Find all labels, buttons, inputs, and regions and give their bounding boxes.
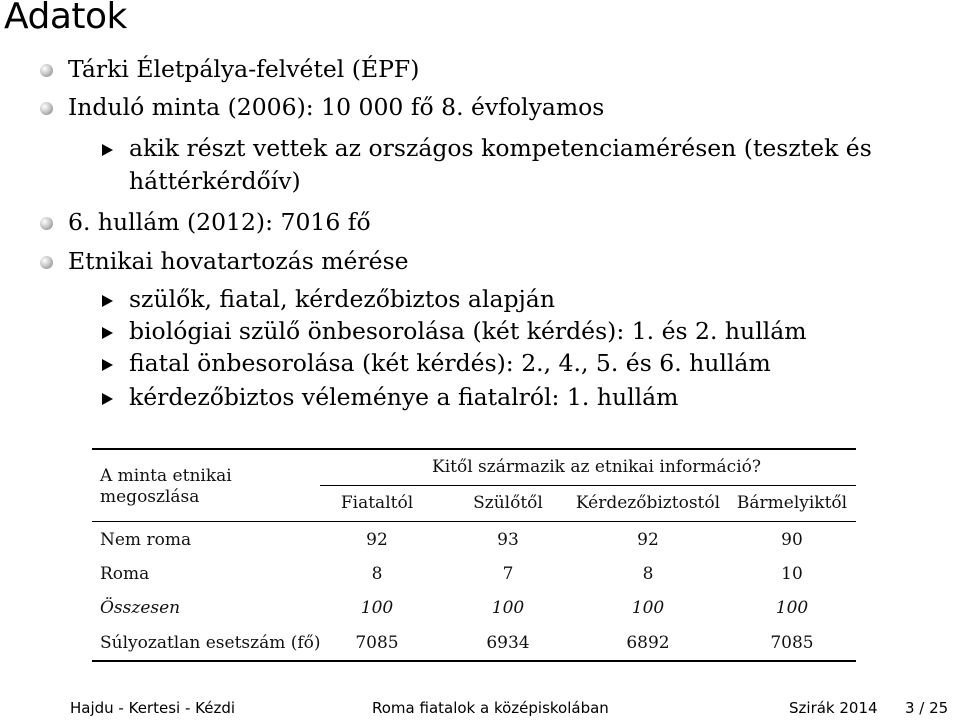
bullet-triangle-icon bbox=[102, 295, 113, 307]
table-cell: 100 bbox=[491, 598, 525, 618]
bullet-triangle-icon bbox=[102, 359, 113, 371]
table-group-header: Kitől származik az etnikai információ? bbox=[432, 457, 761, 477]
ethnic-distribution-table bbox=[92, 448, 856, 662]
slide-title: Adatok bbox=[4, 0, 127, 37]
sub-list-item: szülők, fiatal, kérdezőbiztos alapján bbox=[129, 285, 555, 313]
list-item: 6. hullám (2012): 7016 fő bbox=[68, 208, 371, 236]
table-row-label: Roma bbox=[100, 564, 150, 584]
table-corner-label: megoszlása bbox=[100, 487, 200, 507]
bullet-ball-icon bbox=[40, 102, 53, 115]
table-column-header: Bármelyiktől bbox=[736, 493, 848, 513]
sub-list-item: kérdezőbiztos véleménye a fiatalról: 1. hullám bbox=[129, 383, 679, 411]
table-cell: 10 bbox=[781, 564, 803, 584]
list-item: Induló minta (2006): 10 000 fő 8. évfolyamos bbox=[68, 93, 605, 121]
table-header-rule bbox=[92, 521, 856, 522]
table-cell: 92 bbox=[637, 530, 659, 550]
table-row-label: Nem roma bbox=[100, 530, 192, 550]
table-cell: 93 bbox=[497, 530, 519, 550]
sub-list-item-continuation: háttérkérdőív) bbox=[129, 167, 301, 195]
list-item: Etnikai hovatartozás mérése bbox=[68, 247, 409, 275]
table-column-header: Fiataltól bbox=[340, 493, 414, 513]
table-group-rule bbox=[320, 485, 856, 486]
sub-list-item: biológiai szülő önbesorolása (két kérdés): 1. és 2. hullám bbox=[129, 317, 807, 345]
table-row-label: Összesen bbox=[100, 598, 181, 618]
table-column-header: Kérdezőbiztostól bbox=[575, 493, 721, 513]
bullet-triangle-icon bbox=[102, 327, 113, 339]
bullet-ball-icon bbox=[40, 256, 53, 269]
table-cell: 100 bbox=[360, 598, 394, 618]
footer-venue: Szirák 2014 bbox=[789, 699, 878, 717]
table-row-label: Súlyozatlan esetszám (fő) bbox=[100, 633, 321, 653]
table-cell: 100 bbox=[631, 598, 665, 618]
bullet-triangle-icon bbox=[102, 144, 113, 156]
table-corner-label: A minta etnikai bbox=[100, 466, 232, 486]
slide-footer bbox=[0, 695, 960, 721]
sub-list-item: akik részt vettek az országos kompetenciamérésen (tesztek és bbox=[129, 134, 872, 162]
table-cell: 8 bbox=[642, 564, 654, 584]
table-cell: 6892 bbox=[626, 633, 670, 653]
bullet-ball-icon bbox=[40, 64, 53, 77]
table-cell: 8 bbox=[371, 564, 383, 584]
table-cell: 92 bbox=[366, 530, 388, 550]
bullet-ball-icon bbox=[40, 217, 53, 230]
table-column-header: Szülőtől bbox=[473, 493, 543, 513]
list-item: Tárki Életpálya-felvétel (ÉPF) bbox=[68, 55, 420, 83]
table-cell: 7085 bbox=[770, 633, 814, 653]
table-top-rule bbox=[92, 448, 856, 450]
footer-page-number: 3 / 25 bbox=[905, 699, 949, 717]
table-cell: 100 bbox=[775, 598, 809, 618]
table-cell: 90 bbox=[781, 530, 803, 550]
table-cell: 7 bbox=[502, 564, 514, 584]
table-cell: 7085 bbox=[355, 633, 399, 653]
footer-title: Roma fiatalok a középiskolában bbox=[372, 699, 609, 717]
sub-list-item: fiatal önbesorolása (két kérdés): 2., 4., 5. és 6. hullám bbox=[129, 349, 771, 377]
footer-authors: Hajdu - Kertesi - Kézdi bbox=[70, 699, 236, 717]
table-cell: 6934 bbox=[486, 633, 530, 653]
bullet-triangle-icon bbox=[102, 393, 113, 405]
table-bottom-rule bbox=[92, 660, 856, 662]
